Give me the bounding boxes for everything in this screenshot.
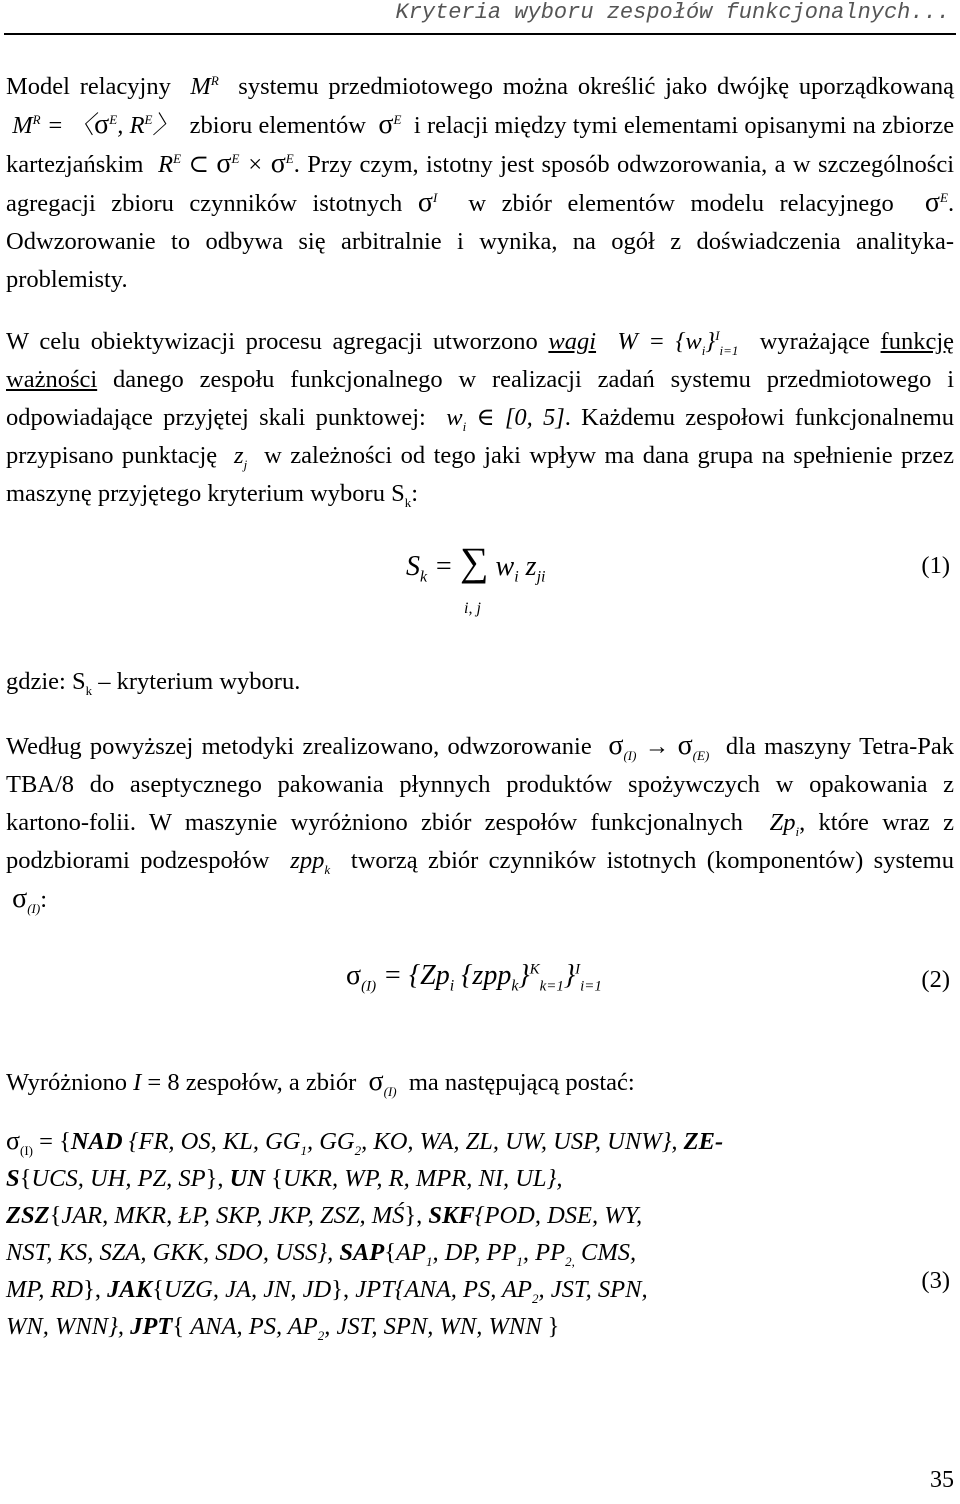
text: W celu obiektywizacji procesu agregacji utworzono [6,328,538,355]
math-wi-range: $w_i$ ∈ [0, 5] [436,404,565,434]
term-funkcja-waznosci: funkcję ważności [6,328,955,393]
text: tworzą zbiór czynników istotnych (komponentów) systemu [350,847,954,874]
math-sigmaE-2: $\sigma^E$ [924,187,948,218]
text: Wyróżniono [6,1069,127,1096]
text: Model relacyjny [6,73,171,100]
equation-2-expression: $\sigma_{(I)} = \{Zp_i$ $\{zpp_k\}^K_{k=1}\}^I_{i=1}$ [346,960,602,995]
text: zbioru elementów [189,112,366,139]
text: . Przy czym, istotny jest sposób odwzorowania, a w szczególności agregacji zbioru czynników istotnych [6,151,955,217]
paragraph-wagi: W celu obiektywizacji procesu agregacji utworzono wagi $W = \{w_i\}^I_{i=1}$ wyrażające funkcję ważności danego zespołu funkcjonalnego w realizacji zadań systemu przedmiotowego i odpowiadające przyjętej skali punktowej: $w_i$ ∈ [0, 5]. Każdemu zespołowi funkcjonalnemu przypisano punktację $z_j$ w zależności od tego jaki wpływ ma dana grupa na spełnienie przez maszynę przyjętego kryterium wyboru $S_k$: [6,327,955,510]
text: , które wraz z podzbiorami podzespołów [6,809,954,874]
math-sigmaI: $\sigma^I$ [417,187,438,218]
math-zj: $z_j$ [225,442,248,472]
math-sigmaI-3: $\sigma_{(I)}$ [368,1066,397,1099]
math-RE-cartesian: $R^E$ ⊂ $\sigma^E \times \sigma^E$ [150,148,294,179]
text: w zależności od tego jaki wpływ ma dana grupa na spełnienie przez maszynę przyjętego kryterium wyboru S [6,442,955,507]
equation-1-expression: $S_k$ = ∑ $w_i$ $z_{ji}$ i, j [406,539,546,617]
text: w zbiór elementów modelu relacyjnego [468,190,894,217]
equation-1-number: (1) [921,552,950,579]
math-sigmaE: $\sigma^E$ [378,109,402,140]
text: = 8 zespołów, a zbiór [141,1069,357,1096]
text: : [40,886,48,913]
equation-2-number: (2) [921,966,950,993]
text: – kryterium wyboru. [98,668,301,695]
text: danego zespołu funkcjonalnego w realizacji zadań systemu przedmiotowego i odpowiadające przyjętej skali punktowej: [6,366,954,431]
text: gdzie: S [6,668,86,695]
math-MR: $M^R$ [180,72,219,100]
page-number: 35 [930,1467,954,1493]
text: systemu przedmiotowego można określić jako dwójkę uporządkowaną [238,73,955,100]
text: . Każdemu zespołowi funkcjonalnemu przypisano punktację [6,404,954,469]
paragraph-gdzie: gdzie: $S_k$ – kryterium wyboru. [6,668,301,698]
text: Według powyższej metodyki zrealizowano, odwzorowanie [6,733,592,760]
paragraph-wyrozniono [6,1063,954,1102]
text: dla maszyny Tetra-Pak TBA/8 do aseptycznego pakowania płynnych produktów spożywczych w opakowania z kartono-folii. W maszynie wyróżniono zbiór zespołów funkcjonalnych [6,733,954,836]
math-zppk: zpp$_k$ [279,847,331,877]
equation-1 [6,539,954,653]
running-head: Kryteria wyboru zespołów funkcjonalnych... [395,0,950,25]
math-W: $W = \{w_i\}^I_{i=1}$ [606,327,739,358]
math-MR-def: $M^R$ = 〈$\sigma^E$, $R^E$〉 [6,109,184,140]
equation-2 [6,957,954,1053]
equation-3-body: $\sigma_{(I)} = \{NAD$ {FR, OS, KL, $GG_1$, $GG_2$, KO, WA, ZL, UW, USP, UNW}, ZE- S{UCS, UH, PZ, SP}, UN {UKR, WP, R, MPR, NI, UL}, ZSZ{JAR, MKR, ŁP, SKP, JKP, ZSZ, MŚ}, SKF{POD, DSE, WY, NST, KS, SZA, GKK, SDO, USS}, $SAP\{AP_1$, DP, $PP_1$, $PP_{2,}$ CMS, MP, RD}, JAK{UZG, JA, JN, JD}, JPT{ANA, PS, $AP_2$, JST, SPN, WN, WNN}, JPT{ ANA, PS, $AP_2$, JST, SPN, WN, WNN } [6,1126,724,1343]
page-body [6,68,954,1345]
text: i relacji między tymi elementami opisanymi na zbiorze kartezjańskim [6,112,955,178]
term-wagi: wagi [548,328,597,355]
text: . Odwzorowanie to odbywa się arbitralnie i wynika, na ogół z doświadczenia analityka-problemisty. [6,190,955,293]
text: ma następującą postać: [408,1069,635,1096]
equation-3 [6,1122,954,1345]
math-mapping: $\sigma_{(I)} \to \sigma_{(E)}$ [608,730,710,763]
text: wyrażające [759,328,870,355]
text: : [411,480,419,507]
paragraph-metodyka [6,727,954,919]
math-I: I [133,1069,142,1096]
paragraph-model [6,68,954,299]
header-rule [4,33,956,35]
math-sigmaI-2: $\sigma_{(I)}$ [12,883,41,916]
math-Zpi: $Zp_i$ [756,809,800,839]
equation-3-number: (3) [921,1267,950,1294]
